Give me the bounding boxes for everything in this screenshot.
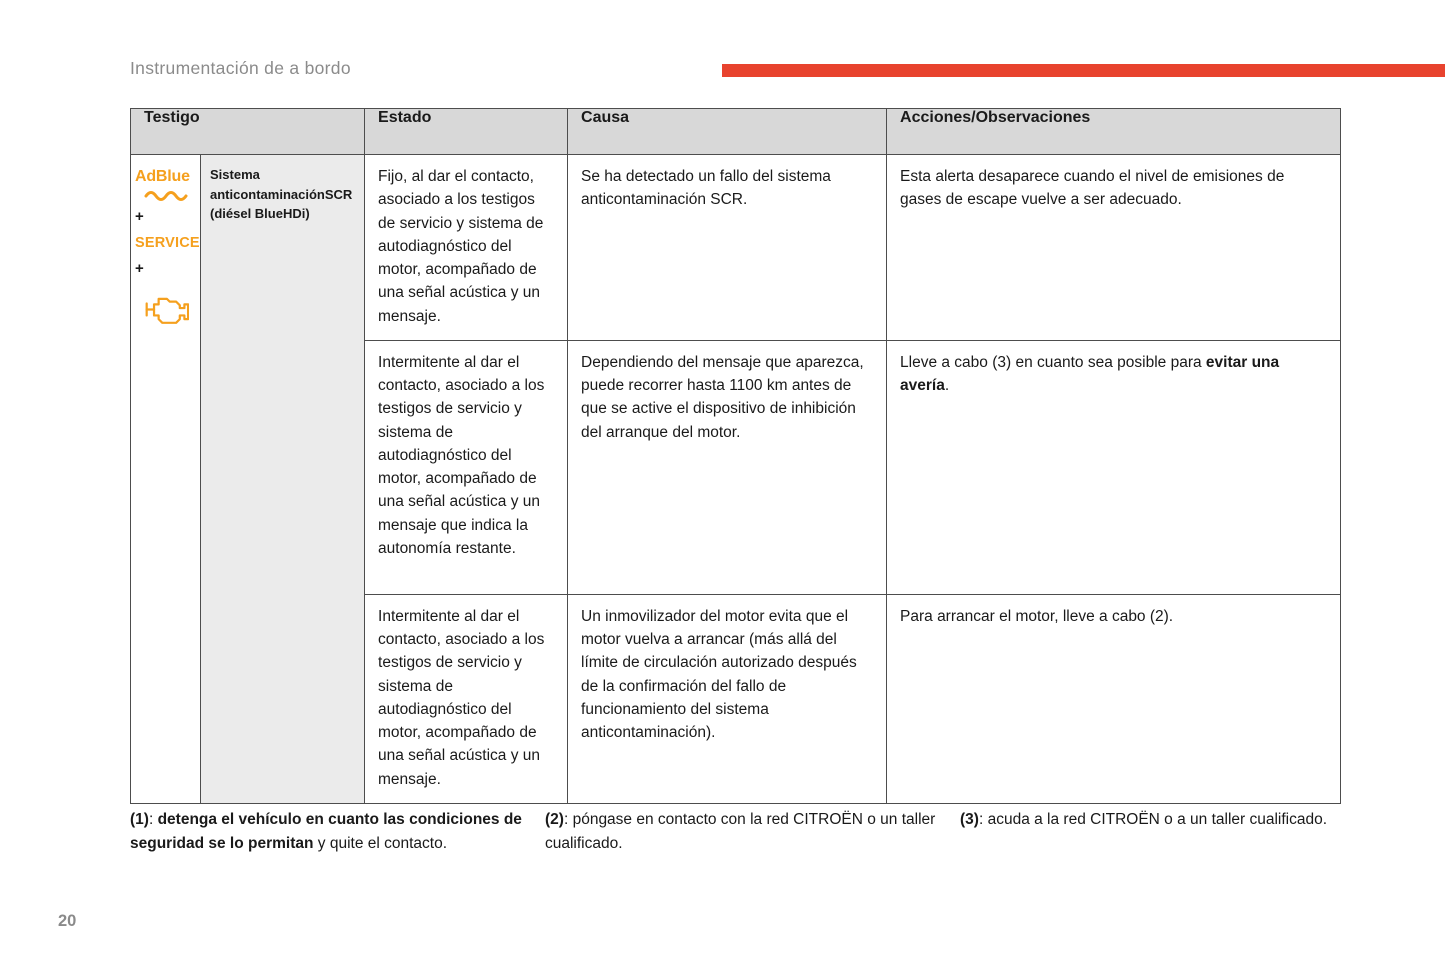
column-header-estado: Estado: [365, 109, 568, 155]
footnote-3: [960, 808, 1340, 856]
acciones-text: Para arrancar el motor, lleve a cabo (2).: [900, 607, 1174, 625]
page-title: Instrumentación de a bordo: [130, 58, 351, 78]
causa-cell-row2: Dependiendo del mensaje que aparezca, puede recorrer hasta 1100 km antes de que se active el dispositivo de inhibición del arranque del motor.: [568, 340, 887, 594]
footnote-text: acuda a la red CITROËN o a un taller cualificado.: [987, 811, 1328, 828]
warning-lamp-cell: [131, 155, 201, 804]
estado-cell-row3: Intermitente al dar el contacto, asociado a los testigos de servicio y sistema de autodiagnóstico del motor, acompañado de una señal acústica y un mensaje.: [365, 594, 568, 803]
service-lamp-label: SERVICE: [135, 234, 200, 251]
table-row: [131, 155, 1341, 341]
footnote-label: (1): [130, 811, 149, 828]
table-header-row: [131, 109, 1341, 155]
column-header-testigo: Testigo: [131, 109, 365, 155]
column-header-causa: Causa: [568, 109, 887, 155]
footnotes: [130, 808, 1360, 856]
footnote-separator: :: [563, 811, 573, 828]
adblue-wave-icon: [144, 190, 188, 202]
acciones-text: .: [944, 377, 950, 394]
page-number: 20: [58, 912, 77, 930]
engine-warning-icon: [143, 291, 189, 327]
footnote-text: y quite el contacto.: [313, 835, 448, 853]
plus-sign: +: [135, 208, 144, 225]
footnote-1: [130, 808, 545, 856]
acciones-text: Esta alerta desaparece cuando el nivel de emisiones de gases de escape vuelve a ser adecuado.: [900, 168, 1285, 209]
footnote-separator: :: [978, 811, 988, 828]
acciones-cell-row1: [887, 155, 1341, 341]
acciones-cell-row3: [887, 594, 1341, 803]
system-name-cell: Sistema anticontaminaciónSCR (diésel BlueHDi): [201, 155, 365, 804]
footnote-text: póngase en contacto con la red CITROËN o un taller cualificado.: [545, 811, 936, 853]
causa-cell-row3: Un inmovilizador del motor evita que el motor vuelva a arrancar (más allá del límite de circulación autorizado después de la confirmación del fallo de funcionamiento del sistema anticontaminación).: [568, 594, 887, 803]
plus-sign: +: [135, 260, 144, 278]
estado-cell-row2: Intermitente al dar el contacto, asociado a los testigos de servicio y sistema de autodiagnóstico del motor, acompañado de una señal acústica y un mensaje que indica la autonomía restante.: [365, 340, 568, 594]
estado-cell-row1: Fijo, al dar el contacto, asociado a los testigos de servicio y sistema de autodiagnóstico del motor, acompañado de una señal acústica y un mensaje.: [365, 155, 568, 341]
causa-cell-row1: Se ha detectado un fallo del sistema anticontaminación SCR.: [568, 155, 887, 341]
accent-bar: [722, 64, 1445, 77]
acciones-text-bold: evitar una avería: [900, 353, 1280, 394]
warning-lamp-table: [130, 108, 1341, 804]
footnote-2: [545, 808, 960, 856]
acciones-cell-row2: [887, 340, 1341, 594]
acciones-text: Lleve a cabo (3) en cuanto sea posible para: [900, 353, 1206, 371]
footnote-label: (3): [960, 811, 979, 828]
footnote-label: (2): [545, 811, 564, 828]
footnote-separator: :: [148, 811, 158, 828]
adblue-logo: AdBlue: [135, 168, 190, 185]
footnote-bold-text: detenga el vehículo en cuanto las condiciones de seguridad se lo permitan: [130, 811, 522, 853]
column-header-acciones: Acciones/Observaciones: [887, 109, 1341, 155]
